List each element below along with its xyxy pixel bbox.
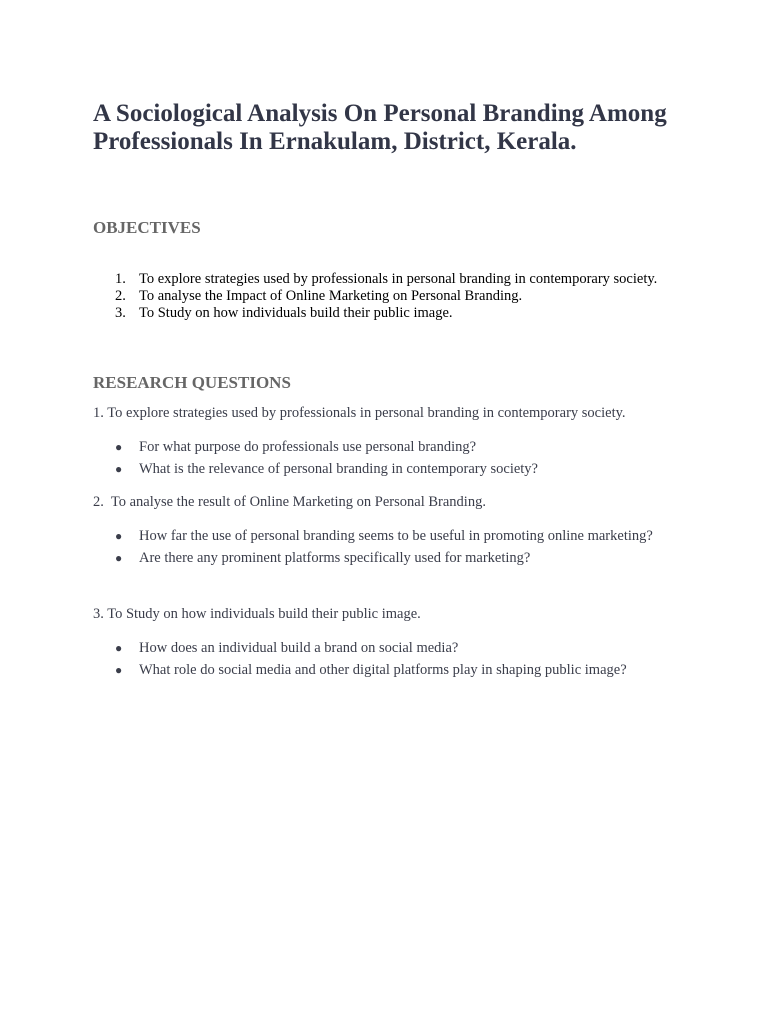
objective-text: To analyse the Impact of Online Marketing on Personal Branding.: [139, 288, 523, 304]
sub-question-item: [93, 458, 693, 480]
research-question-group: [93, 603, 693, 681]
sub-question-item: [93, 659, 693, 681]
bullet-icon: ●: [115, 529, 123, 543]
sub-question-text: How does an individual build a brand on social media?: [139, 640, 459, 656]
research-question: 1. To explore strategies used by professionals in personal branding in contemporary society.: [93, 405, 626, 421]
objective-item: [93, 305, 673, 322]
sub-question-item: [93, 547, 693, 569]
sub-question-text: For what purpose do professionals use personal branding?: [139, 439, 477, 455]
research-question: 3. To Study on how individuals build their public image.: [93, 606, 421, 622]
objective-number: 2.: [115, 288, 126, 304]
research-questions-heading: RESEARCH QUESTIONS: [93, 373, 291, 392]
objective-item: [93, 288, 673, 305]
research-question-group: [93, 402, 693, 480]
objective-item: [93, 271, 673, 288]
objective-text: To Study on how individuals build their public image.: [139, 305, 453, 321]
objectives-heading: OBJECTIVES: [93, 218, 201, 237]
objectives-list: [93, 271, 673, 322]
bullet-icon: ●: [115, 440, 123, 454]
research-question-group: [93, 491, 693, 569]
sub-question-text: What role do social media and other digital platforms play in shaping public image?: [139, 662, 627, 678]
bullet-icon: ●: [115, 663, 123, 677]
sub-question-list: [93, 525, 693, 569]
sub-question-item: [93, 525, 659, 547]
document-title: A Sociological Analysis On Personal Branding Among Professionals In Ernakulam, District, Kerala.: [93, 100, 667, 155]
sub-question-list: [93, 436, 693, 480]
sub-question-text: How far the use of personal branding seems to be useful in promoting online marketing?: [139, 528, 653, 544]
objective-number: 1.: [115, 271, 126, 287]
sub-question-item: [93, 436, 693, 458]
objective-number: 3.: [115, 305, 126, 321]
bullet-icon: ●: [115, 551, 123, 565]
sub-question-list: [93, 637, 693, 681]
objective-text: To explore strategies used by professionals in personal branding in contemporary society.: [139, 271, 658, 287]
bullet-icon: ●: [115, 641, 123, 655]
sub-question-item: [93, 637, 693, 659]
research-question: 2. To analyse the result of Online Marketing on Personal Branding.: [93, 494, 486, 510]
bullet-icon: ●: [115, 462, 123, 476]
sub-question-text: Are there any prominent platforms specifically used for marketing?: [139, 550, 531, 566]
sub-question-text: What is the relevance of personal branding in contemporary society?: [139, 461, 538, 477]
